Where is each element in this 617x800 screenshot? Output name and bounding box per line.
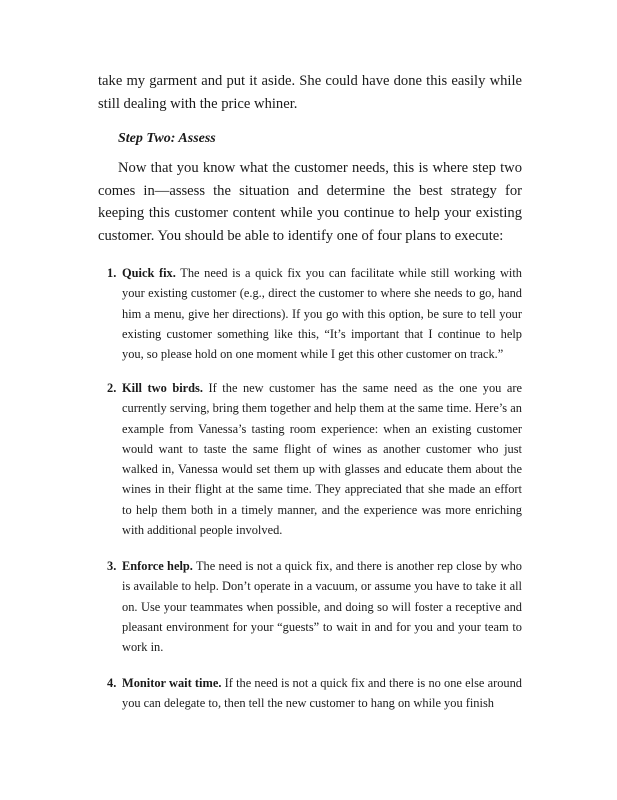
list-item-text: If the need is not a quick fix and there is no one else around you can delegate to, then tell the new customer to hang on while you finish [122, 676, 522, 711]
list-item-number: 1. [107, 266, 117, 280]
list-item-lead: Kill two birds. [122, 381, 203, 395]
list-item-lead: Quick fix. [122, 266, 176, 280]
list-item [107, 378, 522, 540]
list-item-number: 3. [107, 559, 117, 573]
list-item [107, 263, 522, 364]
list-item [107, 556, 523, 657]
list-item-lead: Monitor wait time. [122, 676, 222, 690]
list-item-text: The need is not a quick fix, and there is another rep close by who is available to help. Don’t operate in a vacuum, or assume you have to take it all on. Use your teammates when possible, and doing so will foster a receptive and pleasant environment for your “guests” to wait in and for you and your team to work in. [122, 559, 523, 655]
section-heading: Step Two: Assess [118, 131, 216, 146]
list-item-text: If the new customer has the same need as the one you are currently serving, bring them together and help them at the same time. Here’s an example from Vanessa’s tasting room experience: when an existing customer would want to taste the same flight of wines as another customer who just walked in, Vanessa would set them up with glasses and educate them about the wines in their flight at the same time. They appreciated that she made an effort to help them both in a timely manner, and the experience was more enriching with additional people involved. [122, 381, 522, 538]
list-item [107, 673, 522, 714]
list-item-lead: Enforce help. [122, 559, 193, 573]
body-paragraph: Now that you know what the customer needs, this is where step two comes in—assess the situation and determine the best strategy for keeping this customer content while you continue to help your existing customer. You should be able to identify one of four plans to execute: [98, 160, 522, 244]
list-item-number: 4. [107, 676, 117, 690]
intro-paragraph: take my garment and put it aside. She could have done this easily while still dealing with the price whiner. [98, 73, 522, 112]
list-item-text: The need is a quick fix you can facilitate while still working with your existing customer (e.g., direct the customer to where she needs to go, hand him a menu, give her directions). If you go with this option, be sure to tell your existing customer something like this, “It’s important that I continue to help you, so please hold on one moment while I get this other customer on track.” [122, 266, 522, 362]
list-item-number: 2. [107, 381, 117, 395]
